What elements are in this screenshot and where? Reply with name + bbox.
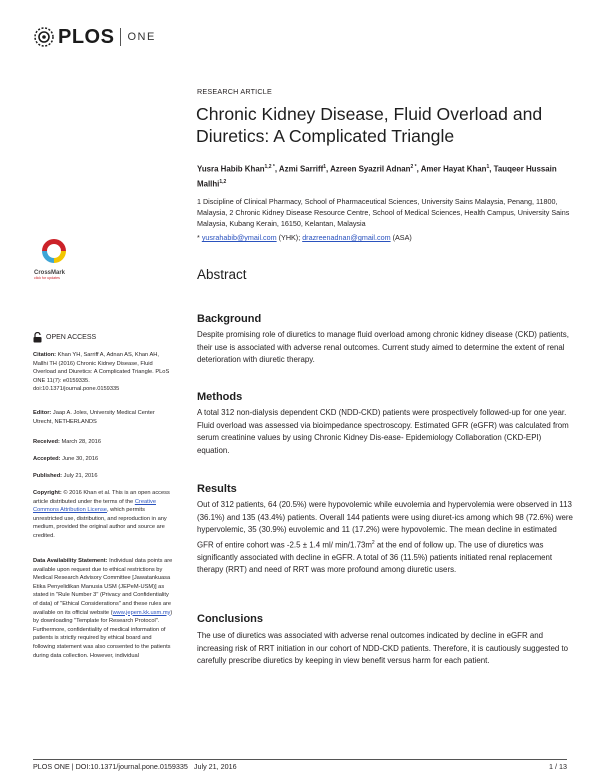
- copyright-label: Copyright:: [33, 490, 62, 496]
- author-affiliation-mark: 2 *: [410, 164, 417, 170]
- accepted-block: [33, 455, 173, 464]
- open-lock-icon: [33, 332, 42, 343]
- license-link[interactable]: Creative Commons Attribution License: [33, 498, 156, 514]
- copyright-text: © 2016 Khan et al. This is an open access article distributed under the terms of the: [33, 490, 170, 505]
- received-label: Received:: [33, 439, 60, 445]
- plos-logo-icon: [33, 26, 55, 48]
- received-block: [33, 438, 173, 447]
- results-text-part: at the end of follow up. The use of diuretics was significantly associated with decline in eGFR. A total of 36 (11.5%) patients initiated renal replacement therapy (RRT) and need of RRT was more profound among diuretic users.: [197, 540, 553, 575]
- affiliations: 1 Discipline of Clinical Pharmacy, School of Pharmaceutical Sciences, University Sains Malaysia, Penang, 11800, Malaysia, 2 Chronic Kidney Disease Resource Centre, School of Medical Sciences, Health Campus, University Sains Malaysia, Kubang Kerain, 16150, Kelantan, Malaysia: [197, 197, 570, 228]
- author-name[interactable]: Tauqeer Hussain Mallhi: [197, 164, 557, 189]
- open-access-badge: [33, 332, 96, 343]
- author-affiliation-mark: 1: [486, 164, 490, 170]
- data-availability-text: ) by downloading "Template for Research Protocol". Furthermore, confidentiality of medical information of patients is strictly required by ethical board and following statement was also consented to the patients during data collection. However, individual: [33, 609, 173, 659]
- accepted-date: June 30, 2016: [62, 456, 99, 462]
- plos-wordmark: PLOS: [58, 25, 115, 48]
- accepted-label: Accepted:: [33, 456, 61, 462]
- jepem-link[interactable]: www.jepem.kk.usm.my: [112, 609, 171, 616]
- section-heading-results: Results: [197, 483, 237, 495]
- received-date: March 28, 2016: [61, 439, 101, 445]
- crossmark-label: CrossMark: [34, 270, 66, 276]
- author-name[interactable]: Amer Hayat Khan: [420, 164, 487, 174]
- logo-divider: [120, 28, 121, 46]
- footer-citation: PLOS ONE | DOI:10.1371/journal.pone.0159335 July 21, 2016: [33, 762, 237, 771]
- superscript: 2: [371, 539, 375, 546]
- email-link[interactable]: drazreenadnan@gmail.com: [302, 233, 391, 242]
- editor-label: Editor:: [33, 410, 52, 416]
- correspondence-star: *: [197, 233, 200, 242]
- email-owner: (ASA): [392, 233, 412, 242]
- published-date: July 21, 2016: [63, 473, 98, 479]
- author-name[interactable]: Yusra Habib Khan: [197, 164, 265, 174]
- copyright-text: , which permits unrestricted use, distribution, and reproduction in any medium, provided the original author and source are credited.: [33, 507, 167, 539]
- section-text-methods: A total 312 non-dialysis dependent CKD (NDD-CKD) patients were prospectively followed-up for one year. Fluid overload was assessed via bioimpedance spectroscopy. Estimated GFR (eGFR) was calculated from serum creatinine values by using Chronic Kidney Dis-ease- Epidemiology Collaboration (CKD-EPI) equation.: [197, 408, 569, 455]
- author-list: Yusra Habib Khan$^{1,2 *}$, Azmi Sarriff$^1$, Azreen Syazril Adnan$^{2 *}$, Amer Hayat Khan$^1$, Tauqeer Hussain Mallhi$^{1,2}$: [197, 164, 557, 189]
- footer-rule: [33, 759, 567, 760]
- article-type: RESEARCH ARTICLE: [197, 87, 272, 96]
- open-access-label: OPEN ACCESS: [46, 334, 97, 341]
- correspondence: [197, 233, 577, 242]
- abstract-heading: Abstract: [197, 267, 247, 282]
- author-affiliation-mark: 1,2: [219, 179, 227, 186]
- author-affiliation-mark: 1: [323, 164, 326, 170]
- section-text-results: [197, 499, 575, 577]
- editor-text: Jaap A. Joles, University Medical Center Utrecht, NETHERLANDS: [33, 410, 155, 425]
- copyright-block: [33, 489, 173, 541]
- citation-label: Citation:: [33, 352, 57, 358]
- section-heading-background: Background: [197, 313, 262, 325]
- article-title: Chronic Kidney Disease, Fluid Overload and Diuretics: A Complicated Triangle: [196, 104, 543, 146]
- citation-text: Khan YH, Sarriff A, Adnan AS, Khan AH, Mallhi TH (2016) Chronic Kidney Disease, Fluid Overload and Diuretics: A Complicated Triangle. PLoS ONE 11(7): e0159335. doi:10.1371/journal.pone.0159335: [33, 352, 170, 393]
- crossmark-sublabel: click for updates: [34, 276, 60, 280]
- section-heading-methods: Methods: [197, 391, 243, 403]
- published-label: Published:: [33, 473, 63, 479]
- author-name[interactable]: Azreen Syazril Adnan: [330, 164, 411, 174]
- published-block: [33, 472, 173, 481]
- data-availability-text: Individual data points are available upon request due to ethical restrictions by Medical Research Advisory Committee [Jawatankuasa Etika Penyelidikan Manusia USM (JEPeM-USM)] as stated in "Rule Number 3" (Privacy and Confidentiality of data) of "Ethical Considerations" and these rules are available on its official website (: [33, 558, 173, 616]
- section-text-conclusions: The use of diuretics was associated with adverse renal outcomes indicated by decline in eGFR and increasing risk of RRT initiation in our cohort of NDD-CKD patients. Therefore, it is cautiously suggested to carefully prescribe diuretics by keeping in view benefit versus harm for each patient.: [197, 631, 569, 665]
- crossmark-icon: [34, 238, 74, 264]
- citation-block: [33, 351, 173, 394]
- journal-name: ONE: [127, 31, 156, 43]
- crossmark-badge[interactable]: [34, 238, 74, 280]
- author-affiliation-mark: 1,2 *: [264, 164, 275, 170]
- section-text-background: Despite promising role of diuretics to manage fluid overload among chronic kidney disease (CKD) patients, their use is associated with adverse renal outcomes. Current study aimed to determine the extent of renal deterioration with diuretic therapy.: [197, 330, 569, 364]
- page-number: 1 / 13: [549, 762, 567, 771]
- email-owner: (YHK);: [278, 233, 301, 242]
- plos-logo[interactable]: [33, 26, 156, 48]
- editor-block: [33, 409, 173, 426]
- data-availability-label: Data Availability Statement:: [33, 558, 108, 564]
- results-text-part: Out of 312 patients, 64 (20.5%) were hypovolemic while euvolemia and hypervolemia were observed in 113 (36.1%) and 135 (43.4%) patients. Overall 144 patients were using diuret-ics among which 98 (72.6%) were hypervolemic, 35 (30.9%) euvolemic and 11 (17.2%) were hypovolemic. The mean decline in estimated GFR of entire cohort was -2.5 ± 1.4 ml/ min/1.73m: [197, 500, 573, 550]
- author-name[interactable]: Azmi Sarriff: [278, 164, 324, 174]
- data-availability-block: [33, 557, 173, 660]
- section-heading-conclusions: Conclusions: [197, 613, 264, 625]
- email-link[interactable]: yusrahabib@ymail.com: [201, 233, 277, 242]
